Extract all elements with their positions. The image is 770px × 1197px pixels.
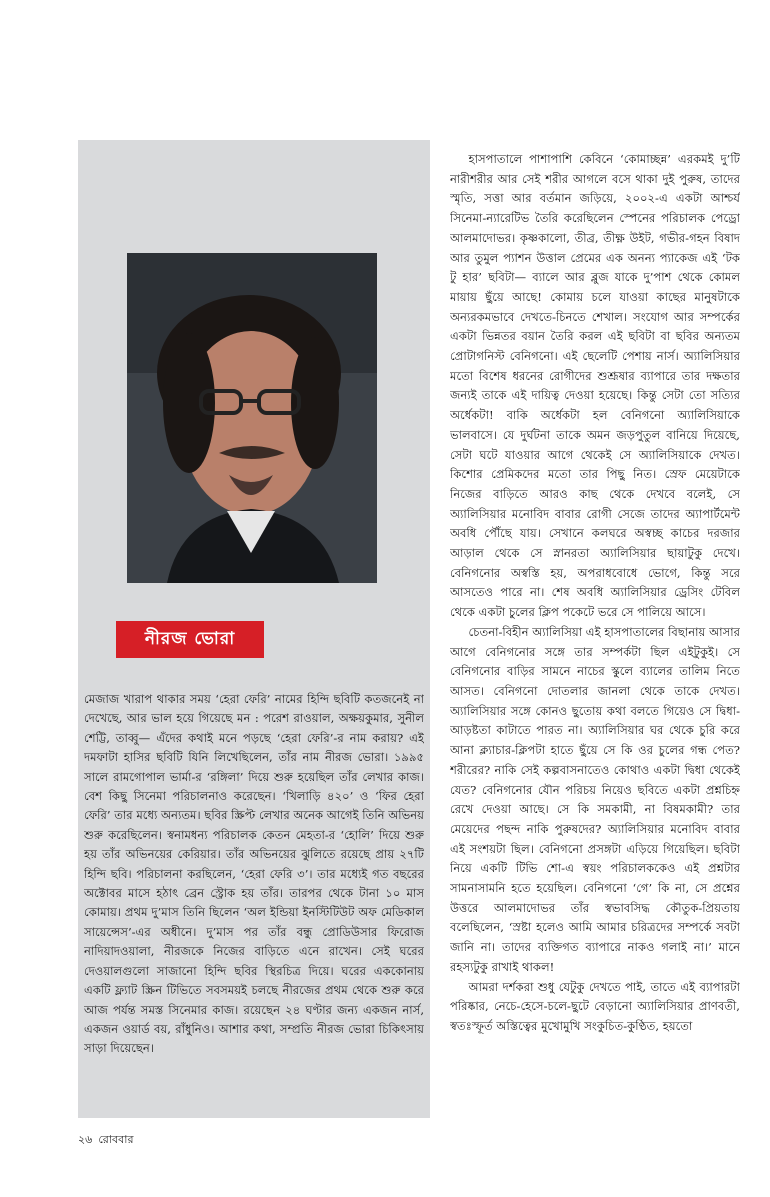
page-number: ২৬ bbox=[78, 1133, 93, 1146]
sidebar-paragraph: মেজাজ খারাপ থাকার সময় ‘হেরা ফেরি’ নামের হিন্দি ছবিটি কতজনেই না দেখেছে, আর ভাল হয়ে গিয়েছে মন : পরেশ রাওয়াল, অক্ষয়কুমার, সুনীল শেট্টি, তাব্বু— এঁদের কথাই মনে পড়ছে ‘হেরা ফেরি’-র নাম করায়? এই দমফাটা হাসির ছবিটি যিনি লিখেছিলেন, তাঁর নাম নীরজ ভোরা। ১৯৯৫ সালে রামগোপাল ভার্মা-র ‘রঙ্গিলা’ দিয়ে শুরু হয়েছিল তাঁর লেখার কাজ। বেশ কিছু সিনেমা পরিচালনাও করেছেন। ‘খিলাড়ি ৪২০’ ও ‘ফির হেরা ফেরি’ তার মধ্যে অন্যতম। ছবির স্ক্রিপ্ট লেখার অনেক আগেই তিনি অভিনয় শুরু করেছিলেন। স্বনামধন্য পরিচালক কেতন মেহতা-র ‘হোলি’ দিয়ে শুরু হয় তাঁর অভিনয়ের কেরিয়ার। তাঁর অভিনয়ের ঝুলিতে রয়েছে প্রায় ২৭টি হিন্দি ছবি। পরিচালনা করছিলেন, ‘হেরা ফেরি ৩’। তার মধ্যেই গত বছরের অক্টোবর মাসে হঠাৎ ব্রেন স্ট্রোক হয় তাঁর। তারপর থেকে টানা ১০ মাস কোমায়। প্রথম দু’মাস তিনি ছিলেন ‘অল ইন্ডিয়া ইনস্টিটিউট অফ মেডিকাল সায়েন্সেস’-এর অধীনে। দু’মাস পর তাঁর বন্ধু প্রোডিউসার ফিরোজ নাদিয়াদওয়ালা, নীরজকে নিজের বাড়িতে এনে রাখেন। সেই ঘরের দেওয়ালগুলো সাজানো হিন্দি ছবির স্থিরচিত্র দিয়ে। ঘরের এককোনায় একটি ফ্ল্যাট স্ক্রিন টিভিতে সবসময়ই চলছে নীরজের প্রথম থেকে শুরু করে আজ পর্যন্ত সমস্ত সিনেমার কাজ। রয়েছেন ২৪ ঘণ্টার জন্য একজন নার্স, একজন ওয়ার্ড বয়, রাঁধুনিও। আশার কথা, সম্প্রতি নীরজ ভোরা চিকিৎসায় সাড়া দিয়েছেন। bbox=[84, 692, 424, 1056]
main-paragraph: চেতনা-বিহীন অ্যালিসিয়া এই হাসপাতালের বিছানায় আসার আগে বেনিগনোর সঙ্গে তার সম্পর্কটা ছিল এইটুকুই। সে বেনিগনোর বাড়ির সামনে নাচের স্কুলে ব্যালের তালিম নিতে আসত। বেনিগনো দোতলার জানলা থেকে তাকে দেখত। অ্যালিসিয়ার সঙ্গে কোনও ছুতোয় কথা বলতে গিয়েও সে দ্বিধা-আড়ষ্টতা কাটাতে পারত না। অ্যালিসিয়ার ঘর থেকে চুরি করে আনা ক্ল্যাচার-ক্লিপটা হাতে ছুঁয়ে সে কি ওর চুলের গন্ধ পেত? শরীরের? নাকি সেই কল্পবাসনাতেও কোথাও একটা দ্বিধা থেকেই যেত? বেনিগনোর যৌন পরিচয় নিয়েও ছবিতে একটা প্রশ্নচিহ্ন রেখে দেওয়া আছে। সে কি সমকামী, না বিষমকামী? তার মেয়েদের পছন্দ নাকি পুরুষদের? অ্যালিসিয়ার মনোবিদ বাবার এই সংশয়টা ছিল। বেনিগনো প্রসঙ্গটা এড়িয়ে গিয়েছিল। ছবিটা নিয়ে একটি টিভি শো-এ স্বয়ং পরিচালককেও এই প্রশ্নটার সামনাসামনি হতে হয়েছিল। বেনিগনো ‘গে’ কি না, সে প্রশ্নের উত্তরে আলমাদোভর তাঁর স্বভাবসিদ্ধ কৌতুক-প্রিয়তায় বলেছিলেন, ‘স্রষ্টা হলেও আমি আমার চরিত্রদের সম্পর্কে সবটা জানি না। তাদের ব্যক্তিগত ব্যাপারে নাকও গলাই না।’ মানে রহস্যটুকু রাখাই থাকল! bbox=[450, 624, 740, 974]
portrait-photo-icon bbox=[127, 253, 377, 583]
name-banner bbox=[116, 621, 264, 658]
main-paragraph: হাসপাতালে পাশাপাশি কেবিনে ‘কোমাচ্ছন্ন’ এরকমই দু’টি নারীশরীর আর সেই শরীর আগলে বসে থাকা দুই পুরুষ, তাদের স্মৃতি, সত্তা আর বর্তমান জড়িয়ে, ২০০২-এ একটা আশ্চর্য সিনেমা-ন্যারেটিভ তৈরি করেছিলেন স্পেনের পরিচালক পেড্রো আলমাদোভর। কৃষ্ণকালো, তীব্র, তীক্ষ্ণ উইট, গভীর-গহন বিষাদ আর তুমুল প্যাশন উত্তাল প্রেমের এক অনন্য প্যাকেজ এই ‘টক টু হার’ ছবিটা— ব্যালে আর ব্লুজ যাকে দু’পাশ থেকে কোমল মায়ায় ছুঁয়ে আছে! কোমায় চলে যাওয়া কাছের মানুষটাকে অন্যরকমভাবে দেখতে-চিনতে শেখাল। সংযোগ আর সম্পর্কের একটা ভিন্নতর বয়ান তৈরি করল এই ছবিটা বা ছবির অন্যতম প্রোটাগনিস্ট বেনিগনো। এই ছেলেটি পেশায় নার্স। অ্যালিসিয়ার মতো বিশেষ ধরনের রোগীদের শুশ্রূষার ব্যাপারে তার দক্ষতার জন্যই তাকে এই দায়িত্ব দেওয়া হয়েছে। কিন্তু সেটা তো সত্যির অর্ধেকটা! বাকি অর্ধেকটা হল বেনিগনো অ্যালিসিয়াকে ভালবাসে। যে দুর্ঘটনা তাকে অমন জড়পুতুল বানিয়ে দিয়েছে, সেটা ঘটে যাওয়ার আগে থেকেই সে অ্যালিসিয়াকে দেখত। কিশোর প্রেমিকদের মতো তার পিছু নিত। স্রেফ মেয়েটাকে নিজের বাড়িতে আরও কাছ থেকে দেখবে বলেই, সে অ্যালিসিয়ার মনোবিদ বাবার রোগী সেজে তাদের অ্যাপার্টমেন্ট অবধি পৌঁছে যায়। সেখানে কলঘরে অস্বচ্ছ কাচের দরজার আড়াল থেকে সে স্নানরতা অ্যালিসিয়ার ছায়াটুকু দেখে। বেনিগনোর অস্বস্তি হয়, অপরাধবোধে ভোগে, কিন্তু সরে আসতেও পারে না। শেষ অবধি অ্যালিসিয়ার ড্রেসিং টেবিল থেকে একটা চুলের ক্লিপ পকেটে ভরে সে পালিয়ে আসে। bbox=[450, 152, 740, 620]
sidebar-article bbox=[84, 690, 424, 1108]
profile-name: নীরজ ভোরা bbox=[144, 628, 236, 649]
portrait-photo bbox=[127, 253, 377, 583]
main-paragraph: আমরা দর্শকরা শুধু যেটুকু দেখতে পাই, তাতে এই ব্যাপারটা পরিষ্কার, নেচে-হেসে-চলে-ছুটে বেড়ানো অ্যালিসিয়ার প্রাণবতী, স্বতঃস্ফূর্ত অস্তিত্বের মুখোমুখি সংকুচিত-কুণ্ঠিত, হয়তো bbox=[450, 979, 740, 1033]
main-article bbox=[450, 150, 740, 1118]
page-footer bbox=[78, 1131, 140, 1150]
magazine-name: রোববার bbox=[98, 1133, 134, 1146]
